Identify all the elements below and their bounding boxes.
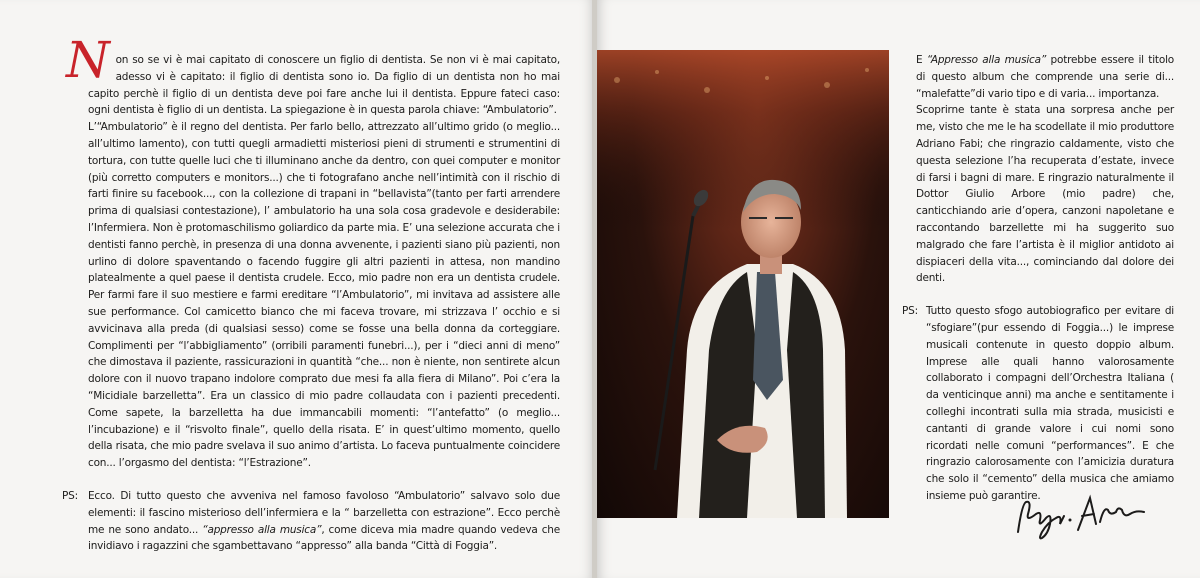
ps-text-part-b: , come diceva mia madre quando vedeva che invidiavo i ragazzini che sgambettavano “appresso” alla banda “Città di Foggia”. [88,523,561,553]
right-text-column [902,52,1175,505]
album-title: “Appresso alla musica” [926,54,1047,66]
right-ps-text: Tutto questo sfogo autobiografico per evitare di “sfogiare”(pur essendo di Foggia...) le imprese musicali contenute in questo doppio album. Imprese alle quali hanno valorosamente collaborato i compagni dell’Orchestra Italiana ( da venticinque anni) ma anche e sentitamente i colleghi incontrati sulla mia strada, musicisti e cantanti di grande valore i cui nomi sono ricordati nelle comuni “performances”. E che ringrazio calorosamente con l’amicizia duratura che solo il “cemento” della musica che amiamo insieme può garantire. [926,305,1174,502]
paragraph-1-text: on so se vi è mai capitato di conoscere un figlio di dentista. Se non vi è mai capitato, adesso vi è capitato: il figlio di dentista sono io. Da figlio di un dentista non ho mai capito perchè il figlio di un dentista deve poi fare anche lui il dentista. Eppure fateci caso: ogni dentista è figlio di un dentista. La spiegazione è in questa parola chiave: “Ambulatorio”. [88,54,560,117]
right-postscript [902,303,1174,505]
performer-illustration [597,50,889,518]
right-ps-label: PS: [902,305,918,318]
thanks-paragraph: Scoprirne tante è stata una sorpresa anche per me, visto che me le ha scodellate il mio produttore Adriano Fabi; che ringrazio caldamente, visto che questa selezione l’ha recuperata d’estate, invece di farsi i bagni di mare. E ringrazio naturalmente il Dottor Giulio Arbore (mio padre) che, canticchiando arie d’opera, canzoni napoletane e raccontando barzellette mi ha suggerito suo malgrado che fare l’artista è il miglior antidoto ai dispiaceri della vita..., cominciando dal dolore dei denti. [916,104,1174,285]
intro-paragraph [916,52,1174,102]
drop-cap: N [66,31,110,89]
ps-label: PS: [62,489,78,502]
ps-italic-title: “appresso alla musica” [202,523,322,536]
left-text-column [62,31,561,555]
ps-text [88,488,560,555]
intro-rest: potrebbe essere il titolo di questo album che comprende una serie di... “malefatte”di vario tipo e di varia... importanza. [916,54,1175,100]
ps-text-part-a: Ecco. Di tutto questo che avveniva nel famoso favoloso “Ambulatorio” salvavo solo due elementi: il fascino misterioso dell’infermiera e la “ barzelletta con estrazione”. Ecco perchè me ne sono andato... [88,489,560,536]
opening-paragraph [66,31,560,119]
performer-figure [677,180,847,518]
signature-icon [1012,484,1150,544]
intro-e: E [916,54,923,66]
postscript [62,488,561,555]
left-page [0,0,594,578]
stage-photo [597,50,889,518]
paragraph-2: L’“Ambulatorio” è il regno del dentista. Per farlo bello, attrezzato all’ultimo grido (o meglio... all’ultimo lamento), con tutti quegli armadietti misteriosi pieni di strumenti e strumentini di tortura, con tutte quelle luci che ti illuminano anche da dentro, con quei computer e monitor (più corretto computers e monitors...) che ti fotografano anche nell’intimità con il rischio di farti finire su facebook..., con la collezione di trapani in “bellavista”(tanto per farti arrendere prima di qualsiasi contestazione), l’ ambulatorio ha una sola cosa gradevole e desiderabile: l’Infermiera. Non è protomaschilismo goliardico da parte mia. E’ una selezione accurata che i dentisti fanno perchè, in presenza di una donna avvenente, i pazienti siano più pazienti, non urlino di dolore spaventando o facendo fuggire gli altri pazienti in attesa, non mandino platealmente a quel paese il dentista crudele. Ecco, mio padre non era un dentista crudele. Per farmi fare il suo mestiere e farmi ereditare “l’Ambulatorio”, mi invitava ad assistere alle sue performance. Col camicetto bianco che mi faceva trovare, mi strizzava l’ occhio e si avvicinava alla preda (di qualsiasi sesso) come se fosse una bella donna da corteggiare. Complimenti per “l’abbigliamento” (orribili paramenti funebri...), per i “dieci anni di meno” che dimostava il paziente, rassicurazioni in quantità “che... non è niente, non sentirete alcun dolore con il nuovo trapano indolore comprato due mesi fa alla fiera di Milano”. Poi c’era la “Micidiale barzelletta”. Era un classico di mio padre collaudata con i pazienti precedenti. Come sapete, la barzelletta ha due immancabili momenti: “l’antefatto” (o meglio... l’incubazione) e il “risvolto finale”, quello della risata. E’ in quest’ultimo momento, quello della risata, che mio padre svelava il suo animo d’artista. Lo faceva puntualmente coincidere con... l’orgasmo del dentista: “l’Estrazione”. [88,121,560,470]
stage-lights [597,50,889,230]
